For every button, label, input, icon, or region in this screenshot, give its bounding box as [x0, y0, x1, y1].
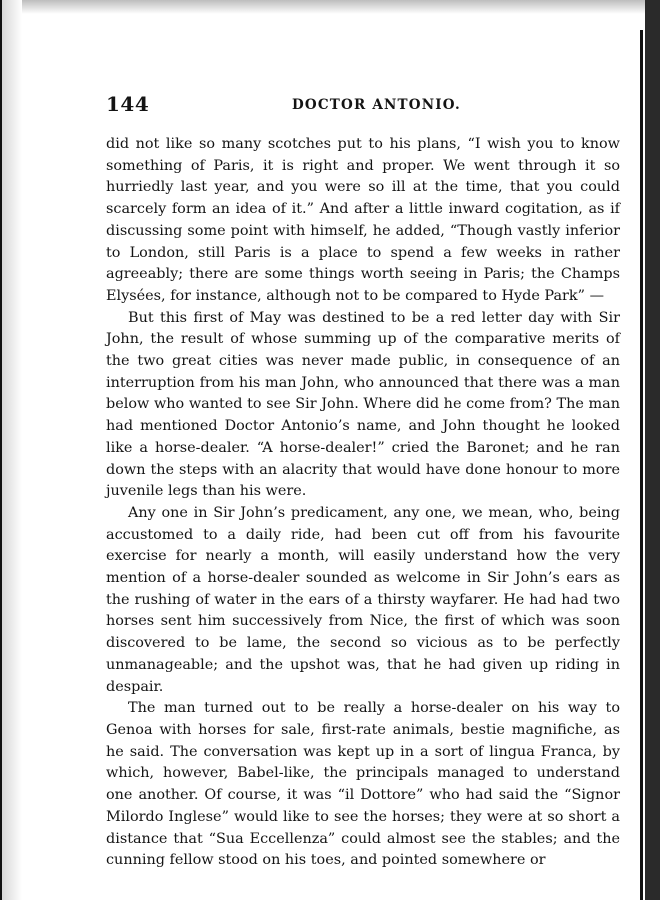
body-text	[106, 134, 620, 872]
running-head	[92, 92, 632, 122]
paragraph-3: Any one in Sir John’s predicament, any one, we mean, who, being accustomed to a daily ride, had been cut off from his favourite exercise for nearly a month, will easily understand how the very mention of a horse-dealer sounded as welcome in Sir John’s ears as the rushing of water in the ears of a thirsty wayfarer. He had had two horses sent him successively from Nice, the first of which was soon discovered to be lame, the second so vicious as to be perfectly unmanageable; and the upshot was, that he had given up riding in despair.	[106, 504, 620, 695]
scan-left-edge	[0, 0, 22, 900]
page-number: 144	[106, 92, 150, 116]
paragraph-1: did not like so many scotches put to his plans, “I wish you to know something of Paris, it is right and proper. We went through it so hurriedly last year, and you were so ill at the time, that you could scarcely form an idea of it.” And after a little inward cogitation, as if discussing some point with himself, he added, “Though vastly inferior to London, still Paris is a place to spend a few weeks in rather agreeably; there are some things worth seeing in Paris; the Champs Elysées, for instance, although not to be compared to Hyde Park” —	[106, 136, 620, 304]
scan-right-border	[645, 0, 660, 900]
book-page	[92, 92, 632, 869]
paragraph-4: The man turned out to be really a horse-dealer on his way to Genoa with horses for sale, first-rate animals, bestie magnifiche, as he said. The conversation was kept up in a sort of lingua Franca, by which, however, Babel-like, the principals managed to understand one another. Of course, it was “il Dottore” who had said the “Signor Milordo Inglese” would like to see the horses; they were at so short a distance that “Sua Eccellenza” could almost see the stables; and the cunning fellow stood on his toes, and pointed somewhere or	[106, 700, 620, 869]
paragraph-2: But this first of May was destined to be a red letter day with Sir John, the result of whose summing up of the comparative merits of the two great cities was never made public, in consequence of an interruption from his man John, who announced that there was a man below who wanted to see Sir John. Where did he come from? The man had mentioned Doctor Antonio’s name, and John thought he looked like a horse-dealer. “A horse-dealer!” cried the Baronet; and he ran down the steps with an alacrity that would have done honour to more juvenile legs than his were.	[106, 309, 620, 500]
scan-top-shadow	[0, 0, 660, 14]
page-edge-rule	[640, 30, 643, 900]
running-title: DOCTOR ANTONIO.	[292, 97, 461, 113]
